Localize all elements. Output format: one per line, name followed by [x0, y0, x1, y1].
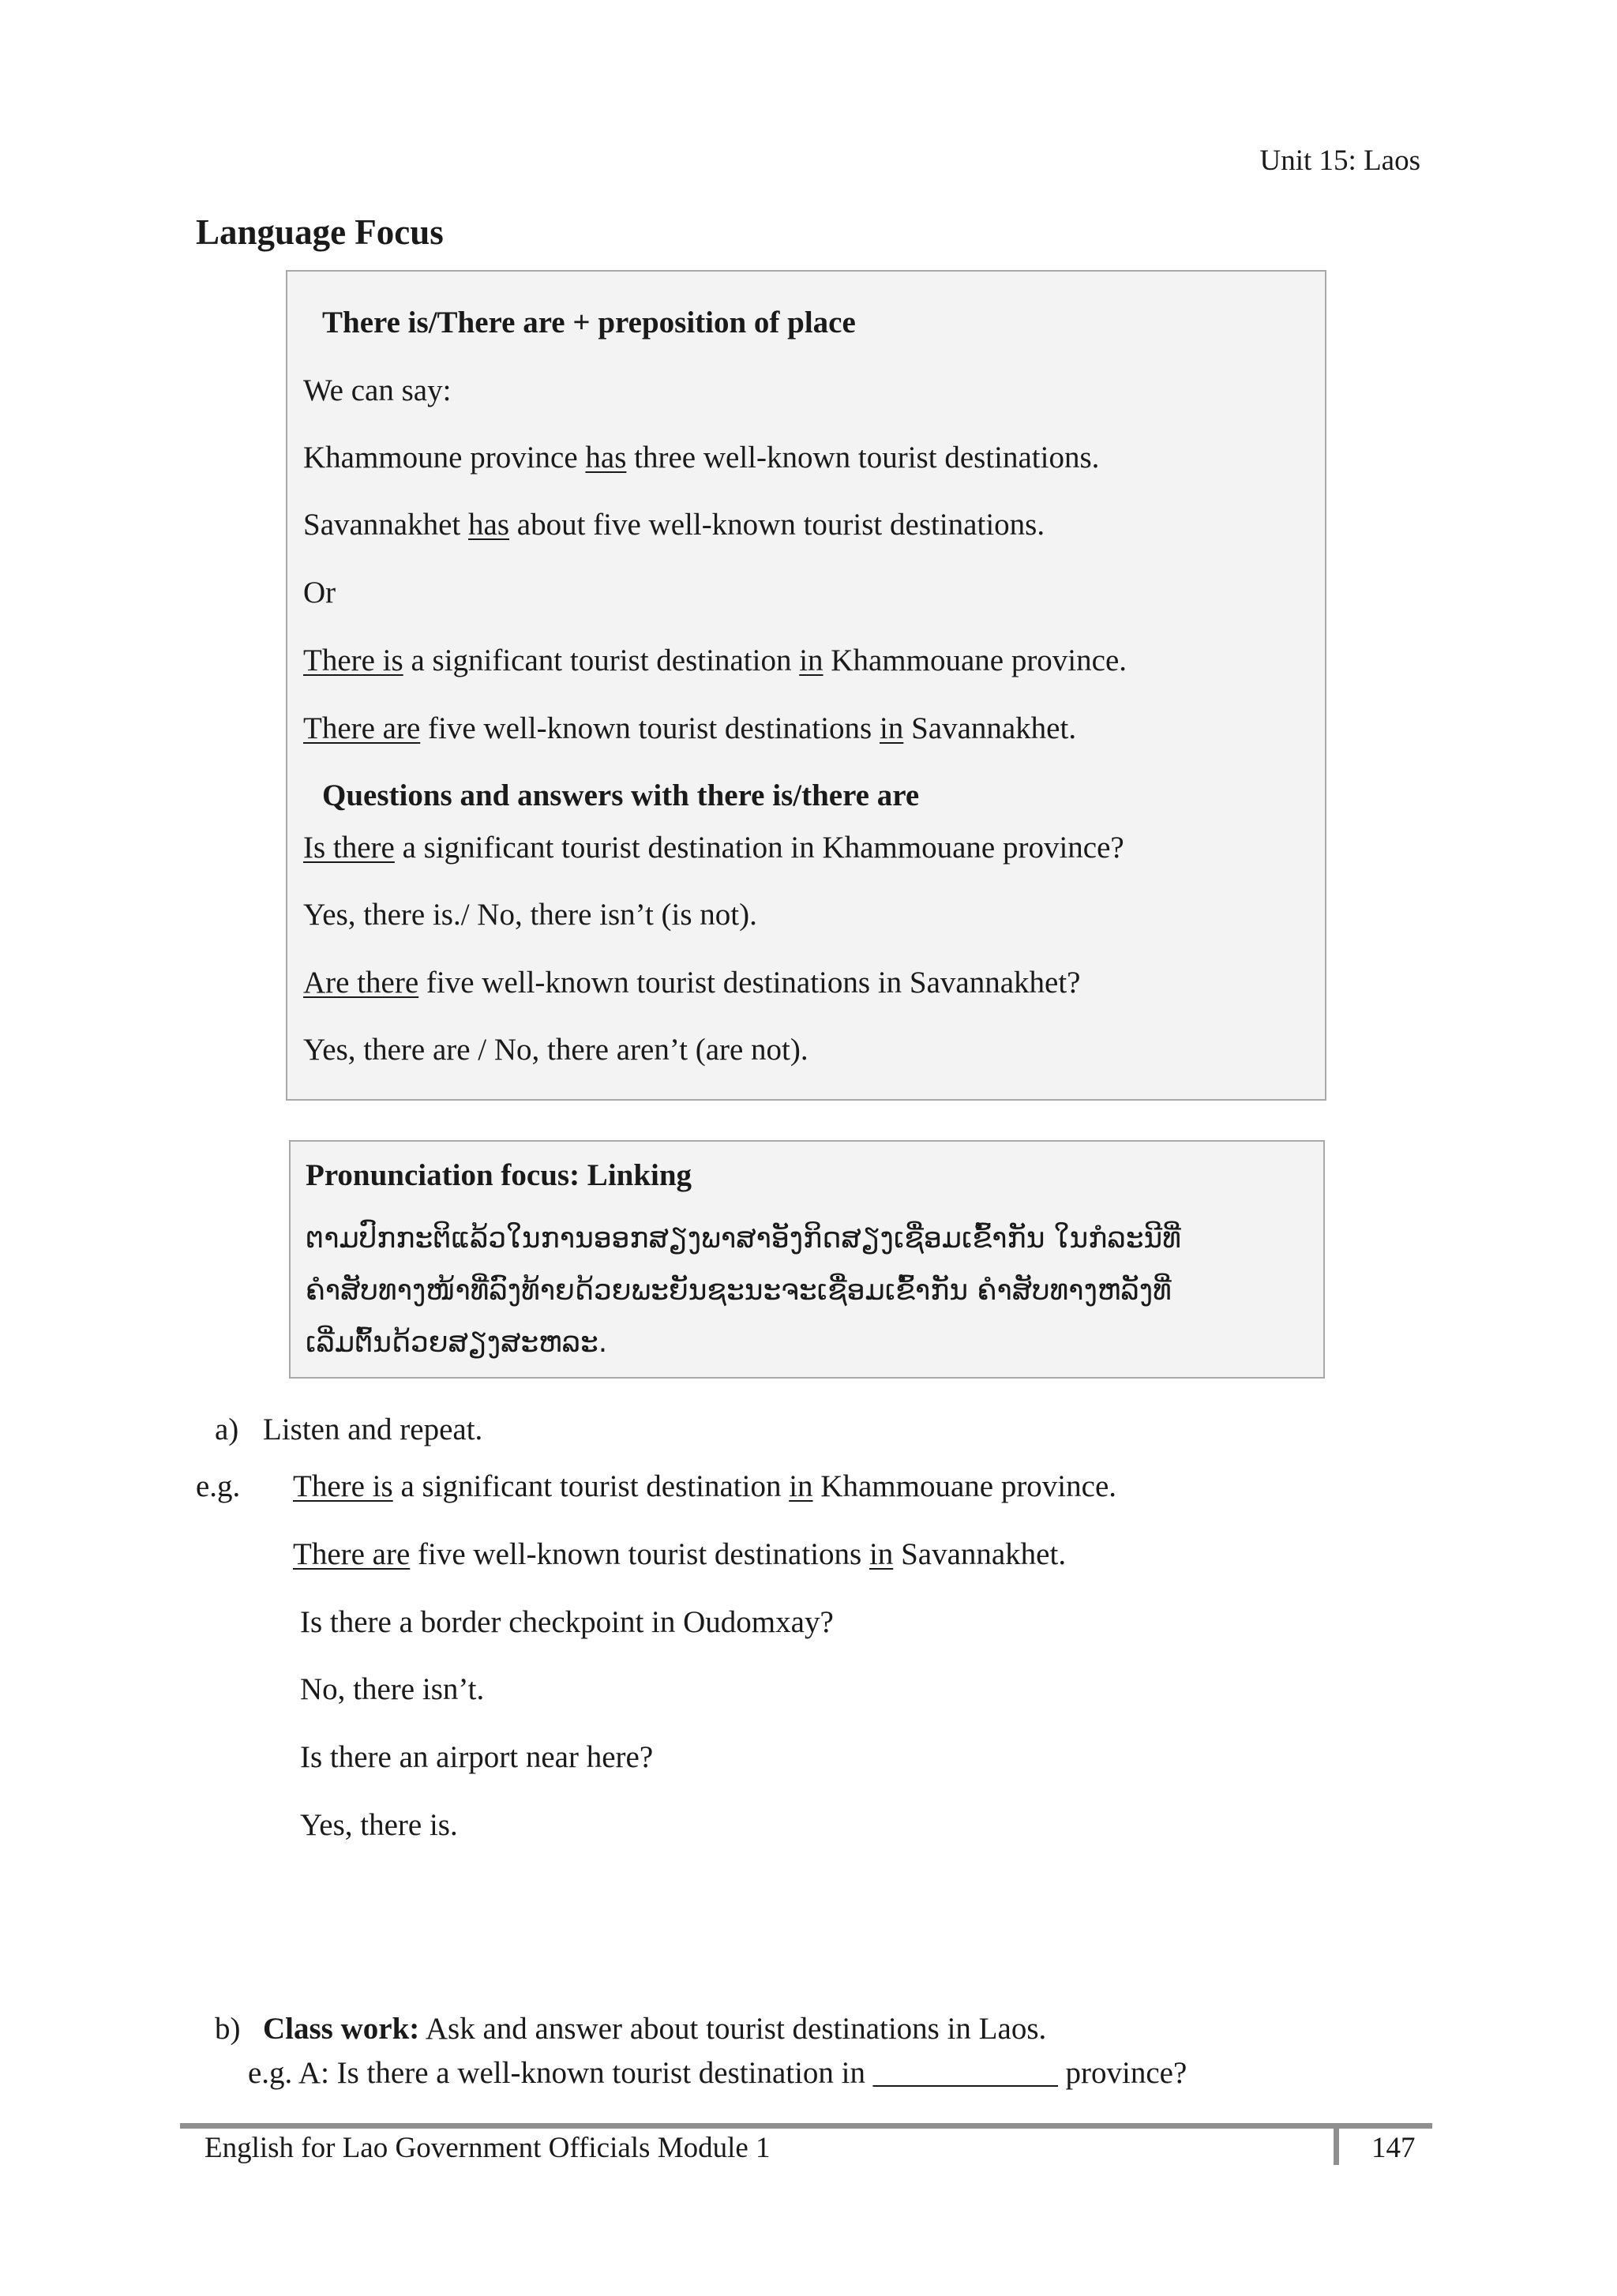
grammar-subheading: Questions and answers with there is/there are: [322, 778, 920, 812]
exercise-a-example-1: There is a significant tourist destination in Khammouane province.: [293, 1469, 1117, 1503]
grammar-or: Or: [303, 576, 336, 610]
footer-divider: [1334, 2126, 1339, 2165]
page-number: 147: [1371, 2132, 1416, 2164]
grammar-question-2: Are there five well-known tourist destinations in Savannakhet?: [303, 966, 1081, 1000]
footer-title: English for Lao Government Officials Module 1: [204, 2132, 771, 2164]
grammar-answer-2: Yes, there are / No, there aren’t (are not).: [303, 1033, 808, 1067]
exercise-a-eg: e.g.: [196, 1469, 241, 1503]
footer-rule: [180, 2123, 1432, 2129]
exercise-a-example-6: Yes, there is.: [300, 1808, 458, 1842]
grammar-line-3: There is a significant tourist destination in Khammouane province.: [303, 643, 1127, 677]
section-title: Language Focus: [196, 212, 444, 252]
exercise-a-example-2: There are five well-known tourist destinations in Savannakhet.: [293, 1537, 1067, 1571]
grammar-intro: We can say:: [303, 373, 452, 407]
grammar-answer-1: Yes, there is./ No, there isn’t (is not).: [303, 898, 757, 932]
exercise-b-example: e.g. A: Is there a well-known tourist destination in ____________ province?: [248, 2056, 1187, 2090]
exercise-a-example-3: Is there a border checkpoint in Oudomxay?: [300, 1605, 834, 1639]
grammar-line-4: There are five well-known tourist destinations in Savannakhet.: [303, 711, 1077, 745]
exercise-a-example-4: No, there isn’t.: [300, 1672, 485, 1706]
grammar-line-1: Khammoune province has three well-known tourist destinations.: [303, 441, 1100, 475]
exercise-a-label: a): [215, 1412, 239, 1446]
exercise-b-label: b): [215, 2012, 241, 2046]
pronunciation-lao-line-3: ເລີ່ມຕົ້ນດ້ວຍສຽງສະຫລະ.: [306, 1326, 608, 1359]
pronunciation-lao-line-2: ຄຳສັບທາງໜ້າທີ່ລົງທ້າຍດ້ວຍພະຍັນຊະນະຈະເຊື່ອມເຂົ້າກັນ ຄຳສັບທາງຫລັງທີ່: [306, 1274, 1172, 1307]
pronunciation-heading: Pronunciation focus: Linking: [306, 1158, 692, 1192]
grammar-line-2: Savannakhet has about five well-known tourist destinations.: [303, 508, 1045, 542]
unit-header: Unit 15: Laos: [1259, 144, 1420, 177]
exercise-b-instruction: Class work: Ask and answer about tourist destinations in Laos.: [263, 2012, 1047, 2046]
grammar-heading: There is/There are + preposition of place: [322, 306, 856, 340]
pronunciation-lao-line-1: ຕາມປົກກະຕິແລ້ວໃນການອອກສຽງພາສາອັງກິດສຽງເຊື່ອມເຂົ້າກັນ ໃນກໍລະນີທີ່: [306, 1222, 1181, 1255]
exercise-a-example-5: Is there an airport near here?: [300, 1740, 654, 1774]
exercise-a-instruction: Listen and repeat.: [263, 1412, 483, 1446]
grammar-question-1: Is there a significant tourist destination in Khammouane province?: [303, 831, 1124, 865]
